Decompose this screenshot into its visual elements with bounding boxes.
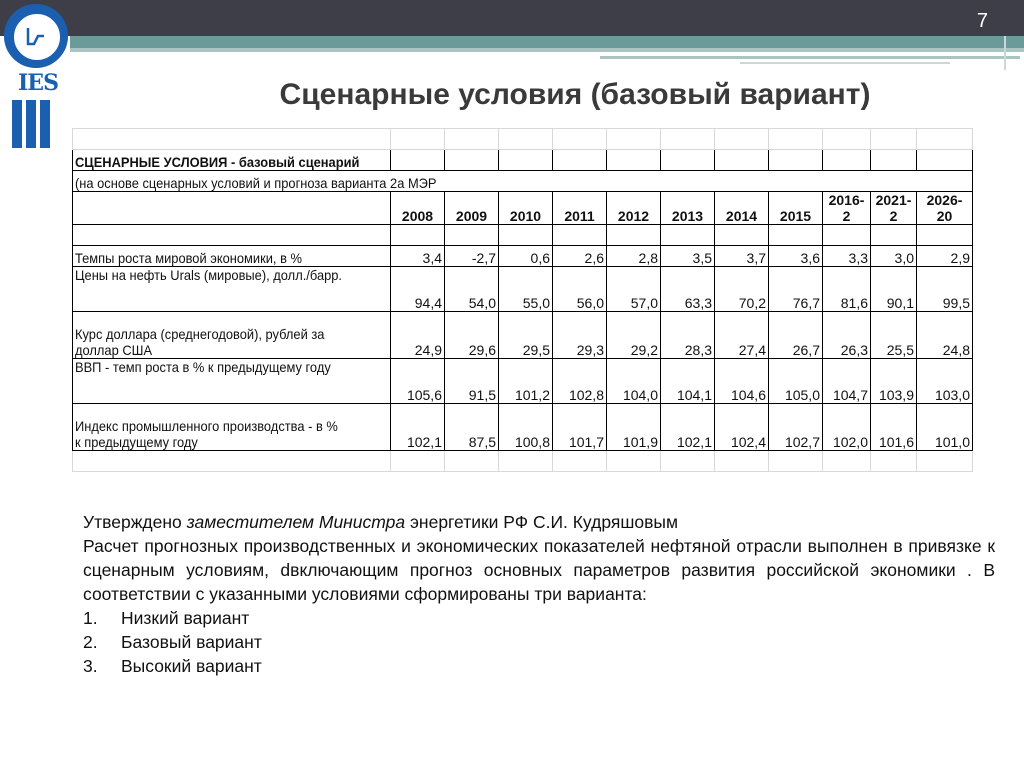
value-cell: 101,9 xyxy=(607,404,661,451)
value-cell: 29,3 xyxy=(553,312,607,359)
year-header: 2009 xyxy=(445,192,499,225)
value-cell: 0,6 xyxy=(499,246,553,267)
table-row xyxy=(73,451,973,472)
value-cell: 100,8 xyxy=(499,404,553,451)
table-cell xyxy=(553,225,607,246)
value-cell: 26,3 xyxy=(823,312,871,359)
table-heading: СЦЕНАРНЫЕ УСЛОВИЯ - базовый сценарий xyxy=(73,150,391,171)
year-header: 2016-2 xyxy=(823,192,871,225)
value-cell: 3,7 xyxy=(715,246,769,267)
table-cell xyxy=(553,150,607,171)
value-cell: 101,7 xyxy=(553,404,607,451)
table-cell xyxy=(871,129,917,150)
year-header: 2021-2 xyxy=(871,192,917,225)
variant-list xyxy=(83,606,995,678)
year-header: 2008 xyxy=(391,192,445,225)
value-cell: 3,0 xyxy=(871,246,917,267)
table-cell xyxy=(391,150,445,171)
value-cell: 3,4 xyxy=(391,246,445,267)
value-cell: 2,9 xyxy=(917,246,973,267)
value-cell: 104,0 xyxy=(607,359,661,404)
approved-line: Утверждено заместителем Министра энергетики РФ С.И. Кудряшовым xyxy=(83,512,679,532)
table-row xyxy=(73,129,973,150)
value-cell: 25,5 xyxy=(871,312,917,359)
table-cell xyxy=(769,451,823,472)
year-header: 2012 xyxy=(607,192,661,225)
value-cell: 55,0 xyxy=(499,267,553,312)
value-cell: 3,3 xyxy=(823,246,871,267)
decorative-line xyxy=(600,56,1020,59)
value-cell: 102,4 xyxy=(715,404,769,451)
page-number: 7 xyxy=(976,10,988,32)
year-header: 2011 xyxy=(553,192,607,225)
table-row xyxy=(73,150,973,171)
row-label: Индекс промышленного производства - в % к предыдущему году xyxy=(73,404,391,451)
row-label: Курс доллара (среднегодовой), рублей за доллар США xyxy=(73,312,391,359)
list-item: 2. Базовый вариант xyxy=(83,632,262,652)
table-cell xyxy=(871,150,917,171)
table-cell xyxy=(715,451,769,472)
decorative-vertical-line xyxy=(1004,36,1006,70)
value-cell: 28,3 xyxy=(661,312,715,359)
table-cell xyxy=(715,225,769,246)
year-header: 2010 xyxy=(499,192,553,225)
value-cell: 101,2 xyxy=(499,359,553,404)
value-cell: 90,1 xyxy=(871,267,917,312)
value-cell: 91,5 xyxy=(445,359,499,404)
value-cell: 24,8 xyxy=(917,312,973,359)
table-cell xyxy=(553,451,607,472)
table-cell xyxy=(391,129,445,150)
value-cell: 104,1 xyxy=(661,359,715,404)
value-cell: 54,0 xyxy=(445,267,499,312)
value-cell: 104,7 xyxy=(823,359,871,404)
table-cell xyxy=(607,129,661,150)
row-label: Темпы роста мировой экономики, в % xyxy=(73,246,391,267)
table-cell xyxy=(917,225,973,246)
table-cell xyxy=(499,150,553,171)
value-cell: 87,5 xyxy=(445,404,499,451)
table-row xyxy=(73,404,973,451)
table-cell xyxy=(917,150,973,171)
value-cell: 102,1 xyxy=(391,404,445,451)
table-subheading: (на основе сценарных условий и прогноза варианта 2а МЭР xyxy=(73,171,973,192)
value-cell: 99,5 xyxy=(917,267,973,312)
table-cell xyxy=(917,451,973,472)
description-block xyxy=(83,510,995,678)
table-cell xyxy=(823,150,871,171)
row-label: Цены на нефть Urals (мировые), долл./барр. xyxy=(73,267,391,312)
table-cell xyxy=(607,451,661,472)
value-cell: 29,6 xyxy=(445,312,499,359)
year-header: 2015 xyxy=(769,192,823,225)
value-cell: 105,6 xyxy=(391,359,445,404)
year-header: 2026-20 xyxy=(917,192,973,225)
value-cell: 57,0 xyxy=(607,267,661,312)
value-cell: 94,4 xyxy=(391,267,445,312)
table-cell xyxy=(391,225,445,246)
table-cell xyxy=(823,451,871,472)
table-cell xyxy=(661,150,715,171)
table-cell xyxy=(73,225,391,246)
value-cell: 2,6 xyxy=(553,246,607,267)
table-cell xyxy=(871,225,917,246)
table-cell xyxy=(715,129,769,150)
value-cell: 102,0 xyxy=(823,404,871,451)
year-header: 2013 xyxy=(661,192,715,225)
logo-text: IES xyxy=(18,70,58,96)
value-cell: 63,3 xyxy=(661,267,715,312)
table-cell xyxy=(607,225,661,246)
table-cell xyxy=(769,150,823,171)
list-item: 3. Высокий вариант xyxy=(83,656,262,676)
value-cell: 102,1 xyxy=(661,404,715,451)
value-cell: 27,4 xyxy=(715,312,769,359)
value-cell: 2,8 xyxy=(607,246,661,267)
teal-accent-bar xyxy=(70,36,1024,48)
value-cell: 29,2 xyxy=(607,312,661,359)
value-cell: 103,9 xyxy=(871,359,917,404)
description-paragraph: Расчет прогнозных производственных и экономических показателей нефтяной отрасли выполнен в привязке к сценарным условиям, dвключающим прогноз основных параметров развития российской экономики . В соответствии с указанными условиями сформированы три варианта: xyxy=(83,536,995,604)
decorative-line xyxy=(740,62,950,64)
table-cell xyxy=(823,225,871,246)
table-cell xyxy=(715,150,769,171)
table-cell xyxy=(607,150,661,171)
table-cell xyxy=(73,451,391,472)
table-cell xyxy=(499,129,553,150)
value-cell: 101,6 xyxy=(871,404,917,451)
top-banner xyxy=(0,0,1024,36)
table-cell xyxy=(871,451,917,472)
table-row xyxy=(73,225,973,246)
value-cell: 76,7 xyxy=(769,267,823,312)
table-row xyxy=(73,359,973,404)
list-item: 1. Низкий вариант xyxy=(83,608,250,628)
value-cell: 70,2 xyxy=(715,267,769,312)
row-label: ВВП - темп роста в % к предыдущему году xyxy=(73,359,391,404)
table-cell xyxy=(769,225,823,246)
table-cell xyxy=(73,192,391,225)
value-cell: 3,6 xyxy=(769,246,823,267)
table-cell xyxy=(445,225,499,246)
table-cell xyxy=(499,225,553,246)
table-cell xyxy=(391,451,445,472)
value-cell: 102,8 xyxy=(553,359,607,404)
value-cell: 104,6 xyxy=(715,359,769,404)
value-cell: -2,7 xyxy=(445,246,499,267)
value-cell: 102,7 xyxy=(769,404,823,451)
value-cell: 105,0 xyxy=(769,359,823,404)
table-row xyxy=(73,267,973,312)
table-cell xyxy=(823,129,871,150)
table-cell xyxy=(661,225,715,246)
logo-circle-icon xyxy=(4,4,68,68)
ies-logo xyxy=(4,4,70,146)
table-cell xyxy=(73,129,391,150)
value-cell: 56,0 xyxy=(553,267,607,312)
value-cell: 26,7 xyxy=(769,312,823,359)
table-row xyxy=(73,171,973,192)
table-cell xyxy=(499,451,553,472)
table-cell xyxy=(661,129,715,150)
value-cell: 29,5 xyxy=(499,312,553,359)
table-cell xyxy=(445,451,499,472)
value-cell: 103,0 xyxy=(917,359,973,404)
table-row xyxy=(73,312,973,359)
year-header: 2014 xyxy=(715,192,769,225)
table-cell xyxy=(445,150,499,171)
table-cell xyxy=(553,129,607,150)
scenario-table xyxy=(72,128,973,472)
teal-accent-bar-thin xyxy=(70,48,1024,52)
table-cell xyxy=(445,129,499,150)
table-row xyxy=(73,192,973,225)
table-row xyxy=(73,246,973,267)
table-cell xyxy=(769,129,823,150)
table-cell xyxy=(661,451,715,472)
page-title: Сценарные условия (базовый вариант) xyxy=(279,78,871,111)
value-cell: 101,0 xyxy=(917,404,973,451)
table-cell xyxy=(917,129,973,150)
value-cell: 24,9 xyxy=(391,312,445,359)
value-cell: 81,6 xyxy=(823,267,871,312)
value-cell: 3,5 xyxy=(661,246,715,267)
